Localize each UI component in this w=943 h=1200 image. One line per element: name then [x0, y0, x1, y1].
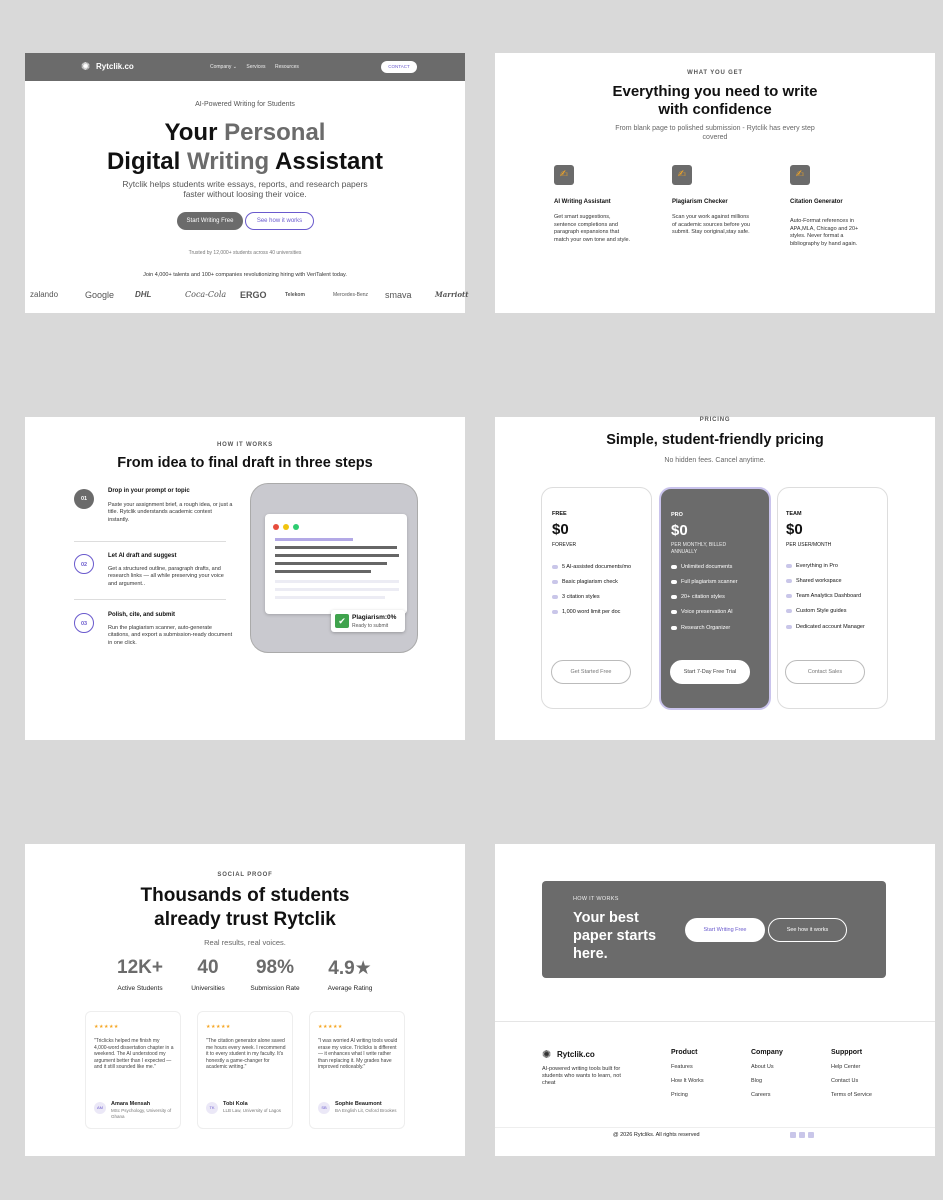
feature-title: Plagiarism Checker [672, 199, 728, 205]
plan-name: TEAM [786, 511, 802, 517]
plan-period: PER MONTHLY, BILLED ANNUALLY [671, 542, 727, 555]
stat-label: Active Students [117, 985, 163, 992]
star-rating: ★★★★★ [318, 1024, 343, 1030]
plan-card-team [777, 487, 888, 709]
plan-name: FREE [552, 511, 567, 517]
stat-label: Average Rating [327, 985, 373, 992]
plan-feature-label: Shared workspace [796, 578, 842, 584]
star-rating: ★★★★★ [94, 1024, 119, 1030]
window-dot-green [293, 524, 299, 530]
text-line [275, 596, 385, 599]
feature-title: AI Writing Assistant [554, 199, 611, 205]
author-role: MSc Psychology, University of Ghana [111, 1108, 172, 1119]
footer-link[interactable]: Features [671, 1064, 693, 1070]
instagram-icon[interactable] [799, 1132, 805, 1138]
hero-title-word: Writing [186, 148, 270, 175]
writing-hand-icon: ✍ [672, 165, 692, 185]
hero-title-word: Digital [106, 148, 181, 175]
plan-price: $0 [552, 521, 569, 538]
testimonial-card [85, 1011, 181, 1129]
plan-feature [552, 564, 631, 570]
logo-smava: smava [385, 290, 412, 300]
plan-feature-label: Team Analytics Dashboard [796, 593, 862, 599]
see-how-button[interactable]: See how it works [245, 212, 314, 230]
plan-feature-label: 1,000 word limit per doc [562, 609, 621, 615]
plan-feature [552, 579, 618, 585]
get-started-button[interactable]: Get Started Free [551, 660, 631, 684]
check-icon: ✔ [335, 614, 349, 628]
stat-value: 12K+ [117, 957, 163, 978]
footer-heading: Company [751, 1049, 783, 1056]
plan-feature-label: 3 citation styles [562, 594, 600, 600]
plan-feature [786, 624, 865, 630]
author-role: BA English Lit, Oxford Brookes [335, 1108, 397, 1113]
features-title: Everything you need to write with confidence [612, 83, 818, 118]
cta-footer-panel [495, 844, 935, 1156]
author-name: Sophie Beaumont [335, 1101, 382, 1107]
stat-label: Universities [191, 985, 225, 992]
cta-see-how-button[interactable]: See how it works [768, 918, 847, 942]
author-name: Tobi Kola [223, 1101, 248, 1107]
footer-link[interactable]: About Us [751, 1064, 774, 1070]
text-line [275, 570, 371, 573]
plan-feature-label: Research Organizer [681, 625, 731, 631]
feature-desc: Get smart suggestions, sentence completions and paragraph expansions that match your own tone and style. [554, 214, 631, 243]
avatar: TK [206, 1102, 218, 1114]
stat-value: 40 [197, 957, 219, 978]
footer-heading: Suppport [831, 1049, 863, 1056]
navbar [25, 53, 465, 81]
plan-period: PER USER/MONTH [786, 542, 832, 548]
text-line [275, 562, 387, 565]
trusted-text: Trusted by 12,000+ students across 40 universities [188, 250, 302, 256]
cta-title: Your best paper starts here. [573, 910, 657, 962]
features-panel [495, 53, 935, 313]
badge-title: Plagiarism:0% [352, 614, 397, 621]
how-it-works-panel [25, 417, 465, 740]
step-number: 02 [74, 554, 94, 574]
how-title: From idea to final draft in three steps [117, 455, 373, 471]
social-proof-panel [25, 844, 465, 1156]
plan-feature-label: Dedicated account Manager [796, 624, 865, 630]
plan-feature-label: Custom Style guides [796, 608, 847, 614]
logo-icon: ✺ [81, 61, 91, 73]
footer-link[interactable]: Terms of Service [831, 1092, 872, 1098]
start-trial-button[interactable]: Start 7-Day Free Trial [670, 660, 750, 684]
plan-feature-label: Full plagiarism scanner [681, 579, 738, 585]
feature-desc: Auto-Format references in APA,MLA, Chicago and 20+ styles. Never format a bibliography by hand again. [790, 218, 859, 247]
window-dot-yellow [283, 524, 289, 530]
plan-feature [671, 594, 725, 600]
divider [74, 599, 226, 600]
testimonial-card [309, 1011, 405, 1129]
footer-link[interactable]: Careers [751, 1092, 771, 1098]
logo-marriott: Marriott [435, 290, 469, 299]
plan-feature [671, 609, 733, 615]
partner-logos [30, 290, 469, 304]
stat-value: 98% [255, 957, 295, 978]
writing-hand-icon: ✍ [554, 165, 574, 185]
step-desc: Run the plagiarism scanner, auto-generate citations, and export a submission-ready document in one click. [108, 625, 233, 646]
facebook-icon[interactable] [808, 1132, 814, 1138]
cta-banner [542, 881, 886, 978]
plan-feature [786, 593, 861, 599]
how-eyebrow: HOW IT WORKS [217, 442, 273, 448]
logo-icon: ✺ [542, 1049, 552, 1061]
nav-company[interactable]: Company ⌄ [210, 64, 237, 70]
testimonial-quote: "Triclicks helped me finish my 4,000-word dissertation chapter in a weekend. The AI understood my argument better than I expected — and it still sounded like me." [94, 1038, 174, 1070]
logo-zalando: zalando [30, 290, 59, 299]
footer-divider [495, 1021, 935, 1022]
hero-panel [25, 53, 469, 313]
step-desc: Get a structured outline, paragraph drafts, and research links — all while preserving your voice and argument.. [108, 566, 224, 587]
footer-bottom-divider [495, 1127, 935, 1128]
editor-illustration [250, 483, 418, 653]
text-line [275, 538, 353, 541]
footer-link[interactable]: Contact Us [831, 1078, 859, 1084]
plan-price: $0 [671, 522, 688, 539]
pricing-panel [495, 417, 935, 740]
step-title: Let AI draft and suggest [108, 553, 177, 559]
plan-feature [671, 625, 730, 631]
window-dot-red [273, 524, 279, 530]
star-rating: ★★★★★ [206, 1024, 231, 1030]
avatar: SB [318, 1102, 330, 1114]
step-number: 01 [74, 489, 94, 509]
logo-ergo: ERGO [240, 290, 267, 300]
cta-start-button[interactable]: Start Writing Free [685, 918, 765, 942]
plan-feature [786, 563, 838, 569]
footer-link[interactable]: How It Works [671, 1078, 704, 1084]
footer-link[interactable]: Help Center [831, 1064, 861, 1070]
step-desc: Paste your assignment brief, a rough idea, or just a title. Rytclik understands academic context instantly. [108, 502, 233, 523]
contact-sales-button[interactable]: Contact Sales [785, 660, 865, 684]
hero-subtitle: AI-Powered Writing for Students [195, 101, 295, 108]
brand-name[interactable]: Rytclik.co [96, 62, 134, 71]
logo-telekom: Telekom [285, 292, 305, 298]
avatar: AM [94, 1102, 106, 1114]
hero-title-word: Your [164, 119, 218, 146]
hero-title [25, 118, 465, 176]
editor-window [265, 514, 407, 614]
contact-button[interactable]: CONTACT [381, 61, 417, 73]
author-name: Amara Mensah [111, 1101, 151, 1107]
nav-links [210, 64, 307, 70]
plan-feature [786, 608, 846, 614]
x-icon[interactable] [790, 1132, 796, 1138]
testimonial-card [197, 1011, 293, 1129]
plan-feature-label: Voice preservation AI [681, 609, 733, 615]
join-text: Join 4,000+ talents and 100+ companies revolutionizing hiring with VeriTalent today. [143, 272, 347, 278]
logo-google: Google [85, 290, 115, 300]
plan-name: PRO [671, 512, 683, 518]
step-title: Drop in your prompt or topic [108, 488, 190, 494]
hero-title-word: Assistant [274, 148, 384, 175]
plan-price: $0 [786, 521, 803, 538]
hero-description: Rytclik helps students write essays, reports, and research papers faster without loosing their voice. [122, 179, 368, 199]
plan-period: FOREVER [552, 542, 577, 548]
text-line [275, 588, 399, 591]
plan-feature-label: Basic plagiarism check [562, 579, 618, 585]
nav-resources[interactable]: Resources [274, 64, 299, 70]
nav-services[interactable]: Services [246, 64, 266, 70]
plan-card-free [541, 487, 652, 709]
social-eyebrow: SOCIAL PROOF [217, 872, 273, 878]
step-number: 03 [74, 613, 94, 633]
logo-dhl: DHL [135, 290, 152, 299]
divider [74, 541, 226, 542]
pricing-eyebrow: PRICING [699, 417, 731, 423]
social-title: Thousands of students already trust Rytclik [140, 885, 350, 930]
hero-title-word: Personal [224, 119, 326, 146]
features-eyebrow: WHAT YOU GET [687, 70, 743, 76]
badge-subtitle: Ready to submit [352, 623, 389, 629]
text-line [275, 580, 399, 583]
stat-label: Submission Rate [250, 985, 300, 992]
footer-heading: Product [671, 1049, 698, 1056]
social-subtitle: Real results, real voices. [204, 938, 286, 947]
testimonial-quote: "I was worried AI writing tools would erase my voice. Triclicks is different — it enhances what I write rather than replacing it. My grades have improved noticeably." [318, 1038, 398, 1070]
text-line [275, 546, 397, 549]
plan-feature [671, 564, 732, 570]
footer-brand[interactable]: Rytclik.co [557, 1050, 595, 1059]
footer-link[interactable]: Pricing [671, 1092, 688, 1098]
plagiarism-badge [331, 610, 405, 632]
step-title: Polish, cite, and submit [108, 612, 176, 618]
copyright: @ 2026 Rytcliks. All rights reserved [613, 1132, 700, 1138]
pricing-subtitle: No hidden fees. Cancel anytime. [664, 457, 766, 464]
testimonial-quote: "The citation generator alone saved me hours every week. I recommend it to every student in my faculty. It's honestly a game-changer for academic writing." [206, 1038, 286, 1070]
plan-feature [786, 578, 842, 584]
footer-tagline: AI-powered writing tools built for students who wants to learn, not cheat [542, 1066, 621, 1086]
plan-feature [671, 579, 738, 585]
footer-link[interactable]: Blog [751, 1078, 763, 1084]
plan-feature [552, 609, 620, 615]
plan-feature-label: Everything in Pro [796, 563, 838, 569]
plan-feature-label: Unlimited documents [681, 564, 733, 570]
text-line [275, 554, 399, 557]
feature-title: Citation Generator [790, 199, 843, 205]
author-role: LLB Law, University of Lagos [223, 1108, 282, 1113]
plan-feature-label: 5 AI-assisted documents/mo [562, 564, 632, 570]
plan-feature [552, 594, 600, 600]
plan-feature-label: 20+ citation styles [681, 594, 725, 600]
feature-desc: Scan your work against millions of academic sources before you submit. Stay ooriginal,stay safe. [672, 214, 750, 235]
start-writing-button[interactable]: Start Writing Free [177, 212, 243, 230]
writing-hand-icon: ✍ [790, 165, 810, 185]
logo-mercedes: Mercedes-Benz [333, 292, 369, 298]
pricing-title: Simple, student-friendly pricing [606, 432, 824, 448]
logo-coca-cola: Coca-Cola [185, 290, 227, 299]
features-subtitle: From blank page to polished submission - Rytclik has every step covered [615, 125, 815, 141]
stat-value: 4.9★ [328, 958, 372, 979]
plan-card-pro [659, 487, 771, 710]
cta-eyebrow: HOW IT WORKS [573, 896, 619, 902]
